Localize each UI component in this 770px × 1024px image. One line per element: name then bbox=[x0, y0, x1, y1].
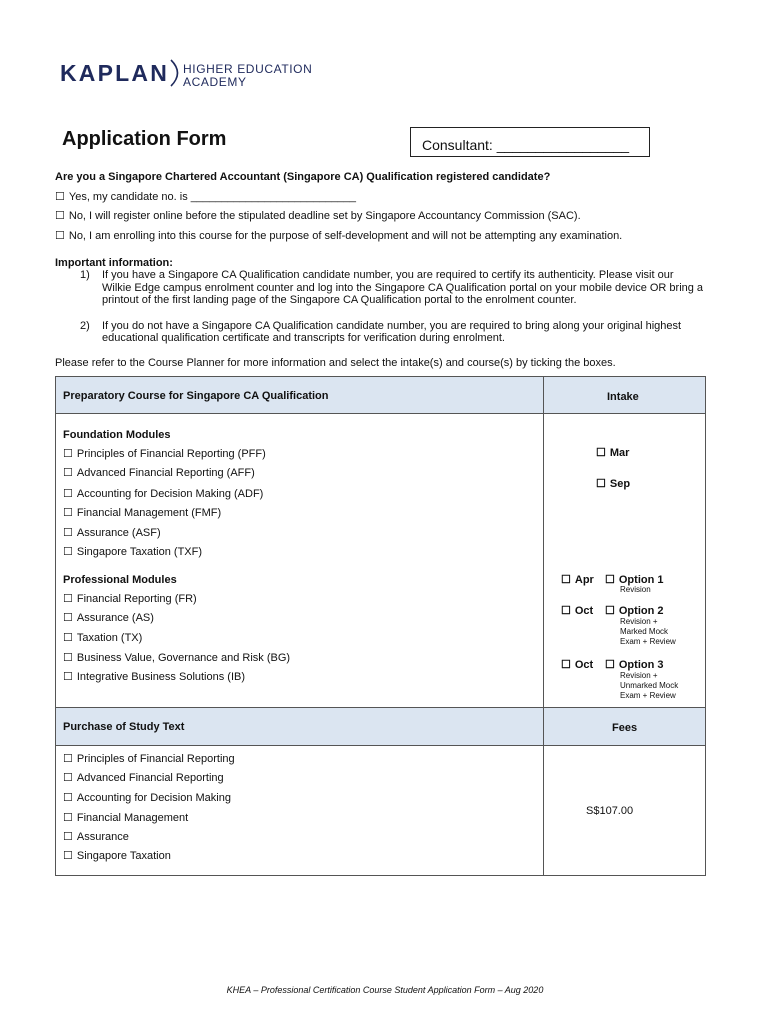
module-checkbox[interactable]: ☐ Taxation (TX) bbox=[63, 631, 142, 644]
module-checkbox[interactable]: ☐ Financial Reporting (FR) bbox=[63, 592, 197, 605]
module-checkbox[interactable]: ☐ Integrative Business Solutions (IB) bbox=[63, 670, 245, 683]
module-checkbox[interactable]: ☐ Business Value, Governance and Risk (BG) bbox=[63, 651, 290, 664]
option1-checkbox[interactable]: ☐ Option 1 bbox=[605, 573, 663, 586]
table1-header-left: Preparatory Course for Singapore CA Qualification bbox=[63, 390, 329, 402]
foundation-heading: Foundation Modules bbox=[63, 429, 171, 441]
intake-apr-checkbox[interactable]: ☐ Apr bbox=[561, 573, 594, 586]
professional-heading: Professional Modules bbox=[63, 574, 177, 586]
footer-text: KHEA – Professional Certification Course Student Application Form – Aug 2020 bbox=[226, 985, 544, 995]
intake-oct-checkbox[interactable]: ☐ Oct bbox=[561, 604, 593, 617]
option-yes-checkbox[interactable]: ☐ Yes, my candidate no. is ___________________________ bbox=[55, 190, 356, 203]
important-item2-num: 2) bbox=[80, 320, 90, 332]
option-register-checkbox[interactable]: ☐ No, I will register online before the stipulated deadline set by Singapore Accountancy Commission (SAC). bbox=[55, 209, 581, 222]
table-border bbox=[55, 376, 706, 377]
table1-header-right: Intake bbox=[607, 391, 639, 403]
study-text-checkbox[interactable]: ☐ Principles of Financial Reporting bbox=[63, 752, 235, 765]
important-item2-line: educational qualification certificate and transcripts for verification during enrolment. bbox=[102, 332, 505, 344]
consultant-field[interactable]: Consultant: _________________ bbox=[410, 127, 650, 157]
logo-wordmark: KAPLAN bbox=[60, 60, 170, 86]
logo-sub-line1: HIGHER EDUCATION bbox=[183, 62, 313, 76]
intake-mar-checkbox[interactable]: ☐ Mar bbox=[596, 446, 629, 459]
important-item1-line: If you have a Singapore CA Qualification candidate number, you are required to certify its authenticity. Please visit our bbox=[102, 269, 674, 281]
question-text: Are you a Singapore Chartered Accountant (Singapore CA) Qualification registered candidate? bbox=[55, 171, 551, 183]
option1-desc: Revision bbox=[620, 585, 651, 594]
module-checkbox[interactable]: ☐ Singapore Taxation (TXF) bbox=[63, 545, 202, 558]
table-border bbox=[55, 707, 706, 708]
module-checkbox[interactable]: ☐ Assurance (ASF) bbox=[63, 526, 161, 539]
module-checkbox[interactable]: ☐ Advanced Financial Reporting (AFF) bbox=[63, 466, 255, 479]
important-item1-line: Wilkie Edge campus enrolment counter and log into the Singapore CA Qualification portal on your mobile device OR bring a bbox=[102, 282, 704, 294]
option2-desc: Exam + Review bbox=[620, 637, 676, 646]
table2-header-left: Purchase of Study Text bbox=[63, 721, 185, 733]
intake-sep-checkbox[interactable]: ☐ Sep bbox=[596, 477, 630, 490]
table-border bbox=[55, 875, 706, 876]
refer-text: Please refer to the Course Planner for more information and select the intake(s) and course(s) by ticking the boxes. bbox=[55, 357, 616, 369]
table-border bbox=[55, 745, 706, 746]
table2-header-right: Fees bbox=[612, 722, 638, 734]
table-border bbox=[55, 376, 56, 876]
study-text-checkbox[interactable]: ☐ Financial Management bbox=[63, 811, 188, 824]
important-item2-line: If you do not have a Singapore CA Qualification candidate number, you are required to bring along your original highest bbox=[102, 320, 682, 332]
study-text-checkbox[interactable]: ☐ Accounting for Decision Making bbox=[63, 791, 231, 804]
important-item1-num: 1) bbox=[80, 269, 90, 281]
option2-checkbox[interactable]: ☐ Option 2 bbox=[605, 604, 663, 617]
option3-desc: Exam + Review bbox=[620, 691, 676, 700]
logo-sub-line2: ACADEMY bbox=[183, 75, 247, 89]
option-self-dev-checkbox[interactable]: ☐ No, I am enrolling into this course for the purpose of self-development and will not be attempting any examination. bbox=[55, 229, 622, 242]
option2-desc: Revision + bbox=[620, 617, 658, 626]
important-heading: Important information: bbox=[55, 257, 173, 269]
table-border bbox=[543, 376, 544, 876]
important-item1-line: printout of the first landing page of the Singapore CA Qualification portal to the enrolment counter. bbox=[102, 294, 577, 306]
study-text-checkbox[interactable]: ☐ Assurance bbox=[63, 830, 129, 843]
option3-checkbox[interactable]: ☐ Option 3 bbox=[605, 658, 663, 671]
table-border bbox=[705, 376, 706, 876]
study-text-checkbox[interactable]: ☐ Advanced Financial Reporting bbox=[63, 771, 224, 784]
study-text-checkbox[interactable]: ☐ Singapore Taxation bbox=[63, 849, 171, 862]
module-checkbox[interactable]: ☐ Financial Management (FMF) bbox=[63, 506, 221, 519]
study-text-fee: S$107.00 bbox=[586, 805, 634, 817]
module-checkbox[interactable]: ☐ Assurance (AS) bbox=[63, 611, 154, 624]
logo-subtitle bbox=[183, 63, 312, 89]
page-title: Application Form bbox=[62, 128, 227, 150]
module-checkbox[interactable]: ☐ Principles of Financial Reporting (PFF) bbox=[63, 447, 266, 460]
option3-desc: Unmarked Mock bbox=[620, 681, 679, 690]
module-checkbox[interactable]: ☐ Accounting for Decision Making (ADF) bbox=[63, 487, 263, 500]
table-border bbox=[55, 413, 706, 414]
intake-oct-checkbox[interactable]: ☐ Oct bbox=[561, 658, 593, 671]
option2-desc: Marked Mock bbox=[620, 627, 669, 636]
option3-desc: Revision + bbox=[620, 671, 658, 680]
